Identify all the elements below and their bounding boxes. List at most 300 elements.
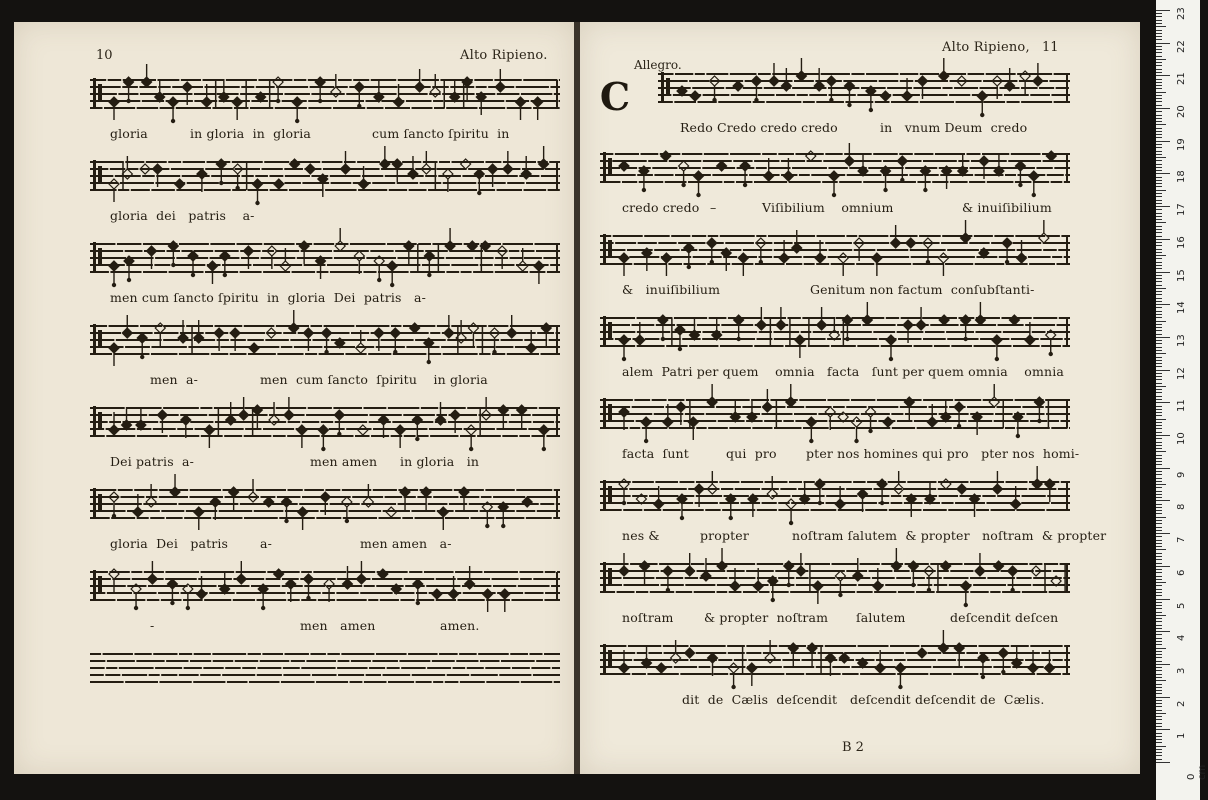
ruler-tick xyxy=(1156,419,1166,420)
ruler-tick xyxy=(1156,530,1162,531)
ruler-tick xyxy=(1156,196,1162,197)
lyric-text: Viſibilium omnium xyxy=(762,200,894,215)
ruler-tick xyxy=(1156,180,1162,181)
ruler-tick xyxy=(1156,36,1162,37)
lyric-text: men amen xyxy=(300,618,376,633)
ruler-tick xyxy=(1156,72,1162,73)
ruler-tick xyxy=(1156,399,1162,400)
ruler-tick xyxy=(1156,651,1162,652)
ruler-tick xyxy=(1156,406,1162,407)
ruler-tick xyxy=(1156,43,1170,44)
ruler-tick xyxy=(1156,144,1162,145)
ruler-tick xyxy=(1156,703,1162,704)
ruler-tick xyxy=(1156,386,1166,387)
ruler-tick xyxy=(1156,245,1162,246)
ruler-tick xyxy=(1156,337,1170,338)
ruler-tick xyxy=(1156,291,1162,292)
music-staff xyxy=(90,320,560,364)
lyric-text: noſtram xyxy=(622,610,674,625)
ruler-tick xyxy=(1156,605,1162,606)
ruler-tick xyxy=(1156,392,1162,393)
ruler-tick xyxy=(1156,307,1162,308)
ruler-tick xyxy=(1156,582,1166,583)
ruler-tick xyxy=(1156,520,1162,521)
ruler-tick xyxy=(1156,193,1162,194)
lyric-text: facta ſunt xyxy=(622,446,689,461)
ruler-tick xyxy=(1156,464,1162,465)
lyric-text: deſcendit deſcen xyxy=(950,610,1059,625)
ruler-tick xyxy=(1156,330,1162,331)
ruler-tick xyxy=(1156,141,1170,142)
ruler-tick xyxy=(1156,742,1162,743)
ruler-tick xyxy=(1156,559,1162,560)
ruler-tick xyxy=(1156,402,1170,403)
ruler-tick xyxy=(1156,49,1162,50)
ruler-tick xyxy=(1156,242,1162,243)
ruler-tick xyxy=(1156,255,1166,256)
ruler-tick xyxy=(1156,445,1162,446)
ruler-tick xyxy=(1156,160,1162,161)
music-staff xyxy=(600,312,1070,356)
ruler-tick xyxy=(1156,690,1162,691)
ruler-tick xyxy=(1156,657,1162,658)
ruler-tick xyxy=(1156,151,1162,152)
ruler-tick xyxy=(1156,527,1162,528)
measuring-ruler xyxy=(1156,0,1200,800)
ruler-tick xyxy=(1156,523,1162,524)
ruler-unit-label: 0 cm xyxy=(1186,764,1208,780)
ruler-tick xyxy=(1156,314,1162,315)
ruler-tick xyxy=(1156,540,1162,541)
music-staff xyxy=(90,648,560,692)
ruler-label: 5 xyxy=(1176,602,1187,609)
ruler-tick xyxy=(1156,121,1162,122)
ruler-tick xyxy=(1156,458,1162,459)
ruler-tick xyxy=(1156,494,1162,495)
ruler-tick xyxy=(1156,69,1162,70)
ruler-label: 19 xyxy=(1176,137,1187,151)
ruler-tick xyxy=(1156,638,1162,639)
ruler-tick xyxy=(1156,321,1166,322)
ruler-tick xyxy=(1156,294,1162,295)
ruler-tick xyxy=(1156,137,1162,138)
ruler-tick xyxy=(1156,219,1162,220)
ruler-tick xyxy=(1156,667,1162,668)
ruler-tick xyxy=(1156,23,1162,24)
ruler-tick xyxy=(1156,680,1166,681)
lyric-text: & inuiſibilium xyxy=(622,282,721,297)
ruler-label: 20 xyxy=(1176,105,1187,118)
ruler-tick xyxy=(1156,190,1166,191)
ruler-tick xyxy=(1156,52,1162,53)
ruler-tick xyxy=(1156,491,1162,492)
ruler-tick xyxy=(1156,435,1170,436)
ruler-tick xyxy=(1156,62,1162,63)
lyric-text: pter nos homines qui pro pter nos homi- xyxy=(806,446,1080,461)
ruler-tick xyxy=(1156,20,1162,21)
ruler-tick xyxy=(1156,13,1162,14)
ruler-tick xyxy=(1156,59,1166,60)
ruler-tick xyxy=(1156,167,1162,168)
ruler-tick xyxy=(1156,664,1170,665)
ruler-tick xyxy=(1156,46,1162,47)
music-staff xyxy=(90,402,560,446)
lyric-text: nes & xyxy=(622,528,660,543)
ruler-tick xyxy=(1156,644,1162,645)
ruler-tick xyxy=(1156,409,1162,410)
ruler-tick xyxy=(1156,536,1162,537)
music-staff xyxy=(90,74,560,118)
ruler-tick xyxy=(1156,366,1162,367)
ruler-tick xyxy=(1156,383,1162,384)
ruler-tick xyxy=(1156,183,1162,184)
ruler-label: 23 xyxy=(1176,7,1187,20)
ruler-tick xyxy=(1156,507,1162,508)
music-staff xyxy=(600,558,1070,602)
ruler-tick xyxy=(1156,563,1162,564)
ruler-label: 13 xyxy=(1176,334,1187,347)
ruler-tick xyxy=(1156,30,1162,31)
ruler-tick xyxy=(1156,478,1162,479)
right-page xyxy=(580,22,1140,774)
ruler-tick xyxy=(1156,209,1162,210)
lyric-text: in gloria in gloria xyxy=(190,126,312,141)
ruler-tick xyxy=(1156,10,1170,11)
ruler-tick xyxy=(1156,157,1166,158)
ruler-tick xyxy=(1156,585,1162,586)
ruler-tick xyxy=(1156,357,1162,358)
ruler-tick xyxy=(1156,262,1162,263)
ruler-tick xyxy=(1156,278,1162,279)
lyric-text: – xyxy=(710,200,717,215)
ruler-tick xyxy=(1156,226,1162,227)
signature-mark: B 2 xyxy=(842,740,864,755)
ruler-tick xyxy=(1156,216,1162,217)
ruler-tick xyxy=(1156,461,1162,462)
ruler-tick xyxy=(1156,39,1162,40)
ruler-tick xyxy=(1156,474,1162,475)
music-staff xyxy=(600,394,1070,438)
ruler-tick xyxy=(1156,700,1162,701)
music-staff xyxy=(90,238,560,282)
ruler-tick xyxy=(1156,428,1162,429)
ruler-tick xyxy=(1156,579,1162,580)
ruler-tick xyxy=(1156,65,1162,66)
ruler-tick xyxy=(1156,697,1170,698)
ruler-tick xyxy=(1156,95,1162,96)
ruler-tick xyxy=(1156,350,1162,351)
lyric-text: men cum ſancto ſpiritu in gloria Dei patris a- xyxy=(110,290,426,305)
ruler-label: 12 xyxy=(1176,366,1187,380)
ruler-tick xyxy=(1156,684,1162,685)
page-number: 11 xyxy=(1042,40,1059,55)
ruler-tick xyxy=(1156,236,1162,237)
ruler-tick xyxy=(1156,128,1162,129)
ruler-tick xyxy=(1156,625,1162,626)
ruler-tick xyxy=(1156,311,1162,312)
ruler-tick xyxy=(1156,618,1162,619)
ruler-tick xyxy=(1156,134,1162,135)
ruler-tick xyxy=(1156,85,1162,86)
ruler-tick xyxy=(1156,373,1162,374)
ruler-tick xyxy=(1156,111,1162,112)
lyric-text: Redo Credo credo credo xyxy=(680,120,838,135)
ruler-tick xyxy=(1156,654,1162,655)
lyric-text: dit de Cælis deſcendit xyxy=(682,692,838,707)
ruler-tick xyxy=(1156,281,1162,282)
ruler-tick xyxy=(1156,749,1162,750)
music-staff xyxy=(600,476,1070,520)
lyric-text: men amen xyxy=(310,454,378,469)
ruler-tick xyxy=(1156,589,1162,590)
music-staff xyxy=(90,484,560,528)
lyric-text: Genitum non factum conſubſtanti- xyxy=(810,282,1035,297)
ruler-label: 10 xyxy=(1176,432,1187,445)
ruler-tick xyxy=(1156,131,1162,132)
lyric-text: noſtram ſalutem & propter noſtram & propter xyxy=(792,528,1107,543)
ruler-tick xyxy=(1156,186,1162,187)
ruler-tick xyxy=(1156,762,1170,763)
ruler-tick xyxy=(1156,710,1162,711)
ruler-label: 15 xyxy=(1176,268,1187,282)
ruler-tick xyxy=(1156,370,1170,371)
ruler-tick xyxy=(1156,285,1162,286)
lyric-text: in gloria in xyxy=(400,454,480,469)
lyric-text: ſalutem xyxy=(856,610,906,625)
lyric-text: propter xyxy=(700,528,749,543)
ruler-label: 22 xyxy=(1176,39,1187,53)
ruler-tick xyxy=(1156,674,1162,675)
ruler-tick xyxy=(1156,412,1162,413)
ruler-tick xyxy=(1156,415,1162,416)
lyric-text: & inuiſibilium xyxy=(962,200,1052,215)
ruler-tick xyxy=(1156,569,1162,570)
ruler-tick xyxy=(1156,229,1162,230)
ruler-tick xyxy=(1156,363,1162,364)
ruler-tick xyxy=(1156,510,1162,511)
lyric-text: credo credo xyxy=(622,200,700,215)
ruler-tick xyxy=(1156,379,1162,380)
lyric-text: men a- xyxy=(150,372,198,387)
ruler-tick xyxy=(1156,504,1162,505)
lyric-text: gloria xyxy=(110,126,148,141)
ruler-tick xyxy=(1156,599,1170,600)
ruler-tick xyxy=(1156,108,1170,109)
ruler-tick xyxy=(1156,736,1162,737)
ruler-tick xyxy=(1156,432,1162,433)
ruler-tick xyxy=(1156,347,1162,348)
ruler-tick xyxy=(1156,206,1170,207)
ruler-tick xyxy=(1156,82,1162,83)
ruler-tick xyxy=(1156,118,1162,119)
ruler-tick xyxy=(1156,572,1162,573)
ruler-tick xyxy=(1156,425,1162,426)
ruler-tick xyxy=(1156,324,1162,325)
ruler-tick xyxy=(1156,471,1162,472)
ruler-tick xyxy=(1156,487,1162,488)
ruler-tick xyxy=(1156,634,1162,635)
ruler-label: 2 xyxy=(1176,700,1187,707)
ruler-tick xyxy=(1156,729,1170,730)
ruler-tick xyxy=(1156,517,1166,518)
ruler-tick xyxy=(1156,304,1170,305)
ruler-tick xyxy=(1156,706,1162,707)
ruler-tick xyxy=(1156,553,1162,554)
ruler-tick xyxy=(1156,468,1170,469)
ruler-tick xyxy=(1156,396,1162,397)
music-staff xyxy=(658,68,1070,112)
ruler-tick xyxy=(1156,556,1162,557)
ruler-tick xyxy=(1156,733,1162,734)
running-title: Alto Ripieno. xyxy=(460,48,548,63)
lyric-text: a- xyxy=(260,536,272,551)
ruler-tick xyxy=(1156,438,1162,439)
ruler-tick xyxy=(1156,608,1162,609)
ruler-label: 3 xyxy=(1176,667,1187,674)
ruler-tick xyxy=(1156,716,1162,717)
lyric-text: men cum ſancto ſpiritu in gloria xyxy=(260,372,488,387)
ruler-tick xyxy=(1156,222,1166,223)
ruler-tick xyxy=(1156,612,1162,613)
ruler-tick xyxy=(1156,213,1162,214)
ruler-tick xyxy=(1156,484,1166,485)
lyric-text: cum ſancto ſpiritu in xyxy=(372,126,510,141)
ruler-tick xyxy=(1156,713,1166,714)
ruler-tick xyxy=(1156,719,1162,720)
lyric-text: alem Patri per quem omnia facta ſunt per quem omnia omnia xyxy=(622,364,1064,379)
ruler-tick xyxy=(1156,177,1162,178)
ruler-label: 16 xyxy=(1176,236,1187,249)
ruler-tick xyxy=(1156,746,1166,747)
ruler-tick xyxy=(1156,497,1162,498)
ruler-tick xyxy=(1156,16,1162,17)
ruler-tick xyxy=(1156,693,1162,694)
tempo-marking: Allegro. xyxy=(634,58,682,72)
ruler-tick xyxy=(1156,376,1162,377)
ruler-tick xyxy=(1156,481,1162,482)
ruler-tick xyxy=(1156,105,1162,106)
ruler-tick xyxy=(1156,268,1162,269)
ruler-label: 4 xyxy=(1176,634,1187,642)
ruler-tick xyxy=(1156,648,1166,649)
decorated-initial: C xyxy=(599,74,631,119)
ruler-tick xyxy=(1156,687,1162,688)
ruler-tick xyxy=(1156,252,1162,253)
ruler-tick xyxy=(1156,755,1162,756)
ruler-tick xyxy=(1156,500,1170,501)
lyric-text: in vnum Deum credo xyxy=(880,120,1028,135)
ruler-tick xyxy=(1156,33,1162,34)
music-staff xyxy=(600,148,1070,192)
ruler-tick xyxy=(1156,631,1170,632)
page-number: 10 xyxy=(96,48,113,63)
ruler-tick xyxy=(1156,147,1162,148)
ruler-tick xyxy=(1156,451,1166,452)
ruler-label: 1 xyxy=(1176,732,1187,740)
ruler-tick xyxy=(1156,513,1162,514)
ruler-tick xyxy=(1156,249,1162,250)
ruler-tick xyxy=(1156,239,1170,240)
ruler-tick xyxy=(1156,343,1162,344)
running-title: Alto Ripieno, xyxy=(942,40,1030,55)
ruler-label: 7 xyxy=(1176,536,1187,544)
ruler-tick xyxy=(1156,173,1170,174)
ruler-tick xyxy=(1156,543,1162,544)
ruler-tick xyxy=(1156,759,1162,760)
ruler-tick xyxy=(1156,164,1162,165)
lyric-text: men amen a- xyxy=(360,536,452,551)
lyric-text: Dei patris a- xyxy=(110,454,194,469)
ruler-tick xyxy=(1156,317,1162,318)
music-staff xyxy=(600,640,1070,684)
ruler-tick xyxy=(1156,124,1166,125)
lyric-text: gloria dei patris a- xyxy=(110,208,255,223)
ruler-tick xyxy=(1156,265,1162,266)
lyric-text: amen. xyxy=(440,618,480,633)
ruler-tick xyxy=(1156,592,1162,593)
ruler-tick xyxy=(1156,726,1162,727)
ruler-tick xyxy=(1156,98,1162,99)
ruler-label: 11 xyxy=(1176,399,1187,413)
lyric-text: - xyxy=(150,618,155,633)
ruler-label: 17 xyxy=(1176,203,1187,217)
ruler-tick xyxy=(1156,275,1162,276)
ruler-tick xyxy=(1156,203,1162,204)
ruler-tick xyxy=(1156,448,1162,449)
ruler-tick xyxy=(1156,752,1162,753)
ruler-tick xyxy=(1156,56,1162,57)
ruler-tick xyxy=(1156,533,1170,534)
ruler-label: 8 xyxy=(1176,504,1187,511)
ruler-tick xyxy=(1156,288,1166,289)
ruler-tick xyxy=(1156,739,1162,740)
lyric-text: gloria Dei patris xyxy=(110,536,229,551)
ruler-tick xyxy=(1156,615,1166,616)
ruler-tick xyxy=(1156,621,1162,622)
ruler-tick xyxy=(1156,566,1170,567)
ruler-tick xyxy=(1156,92,1166,93)
ruler-tick xyxy=(1156,232,1162,233)
ruler-tick xyxy=(1156,353,1166,354)
ruler-tick xyxy=(1156,301,1162,302)
ruler-tick xyxy=(1156,628,1162,629)
ruler-label: 6 xyxy=(1176,569,1187,576)
ruler-tick xyxy=(1156,334,1162,335)
ruler-tick xyxy=(1156,170,1162,171)
ruler-tick xyxy=(1156,26,1166,27)
ruler-tick xyxy=(1156,360,1162,361)
lyric-text: & propter noſtram xyxy=(704,610,829,625)
ruler-tick xyxy=(1156,661,1162,662)
ruler-tick xyxy=(1156,272,1170,273)
ruler-tick xyxy=(1156,389,1162,390)
ruler-tick xyxy=(1156,101,1162,102)
ruler-label: 21 xyxy=(1176,72,1187,86)
ruler-tick xyxy=(1156,327,1162,328)
ruler-tick xyxy=(1156,576,1162,577)
music-staff xyxy=(600,230,1070,274)
ruler-tick xyxy=(1156,115,1162,116)
ruler-tick xyxy=(1156,200,1162,201)
ruler-tick xyxy=(1156,670,1162,671)
ruler-tick xyxy=(1156,546,1162,547)
lyric-text: deſcendit deſcendit de Cælis. xyxy=(850,692,1045,707)
music-staff xyxy=(90,156,560,200)
ruler-tick xyxy=(1156,340,1162,341)
ruler-tick xyxy=(1156,455,1162,456)
ruler-tick xyxy=(1156,602,1162,603)
ruler-tick xyxy=(1156,79,1162,80)
